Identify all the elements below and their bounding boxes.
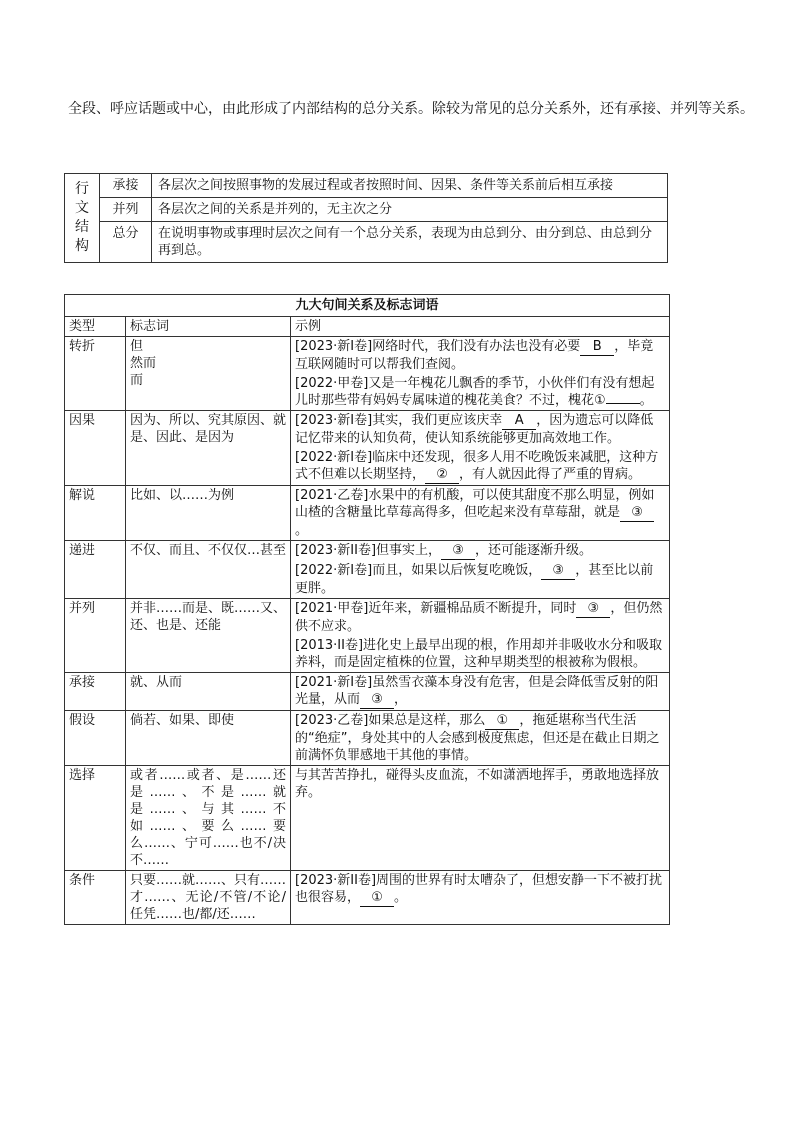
answer-blank: ①: [360, 889, 394, 907]
example-text: [2023·新Ⅰ卷]网络时代，我们没有办法也没有必要: [295, 339, 581, 354]
example-sentence: [295, 872, 665, 907]
example-text: ，因为遗忘可以降低记忆带来的认知负荷，使认知系统能够更加高效地工作。: [295, 413, 654, 446]
structure-label: 总分: [100, 222, 152, 263]
example-text: ，: [394, 692, 408, 707]
relation-examples: [291, 871, 670, 925]
marker-line: 或者……或者、是……还是……、不是……就是……、与其……不如……、要么……要么……、宁可……也不/决不……: [130, 768, 286, 868]
structure-table: [64, 173, 668, 263]
example-text: [2021·乙卷]水果中的有机酸，可以使其甜度不那么明显，例如山楂的含糖量比草莓高得多，但吃起来没有草莓甜，就是: [295, 488, 655, 520]
relation-row: [65, 766, 670, 871]
header-type: 类型: [65, 317, 126, 337]
example-text: 。: [295, 523, 309, 538]
relation-markers: [126, 766, 291, 871]
example-text: [2022·新Ⅰ卷]临床中还发现，很多人用不吃晚饭来减肥，这种方式不但难以长期坚持，: [295, 450, 659, 482]
marker-line: 倘若、如果、即使: [130, 713, 235, 728]
relation-examples: [291, 337, 670, 411]
marker-line: 只要……就……、只有……才……、无论/不管/不论/任凭……也/都/还……: [130, 873, 287, 922]
relation-examples: [291, 411, 670, 486]
relation-type: 转折: [65, 337, 126, 411]
marker-line: 不仅、而且、不仅仅…甚至: [130, 543, 287, 558]
relation-markers: [126, 711, 291, 766]
structure-label: 承接: [100, 174, 152, 198]
answer-blank: ③: [620, 504, 654, 522]
example-text: [2021·新Ⅰ卷]虽然雪衣藻本身没有危害，但是会降低雪反射的阳光量，从而: [295, 675, 659, 707]
example-sentence: [295, 542, 665, 560]
relation-table-title: 九大句间关系及标志词语: [65, 295, 670, 317]
answer-blank: B: [580, 338, 614, 356]
answer-blank: ①: [485, 712, 519, 730]
marker-line: 并非……而是、既……又、还、也是、还能: [130, 601, 287, 633]
relation-type: 并列: [65, 599, 126, 673]
marker-line: 然而: [130, 356, 157, 371]
relation-markers: [126, 411, 291, 486]
relation-markers: [126, 541, 291, 599]
structure-category-text: 行文结构: [75, 181, 89, 254]
relation-type: 假设: [65, 711, 126, 766]
relation-row: [65, 486, 670, 541]
example-text: ，甚至比以前更胖。: [295, 563, 654, 596]
relation-markers: [126, 673, 291, 711]
relation-examples: [291, 541, 670, 599]
marker-line: 比如、以……为例: [130, 488, 235, 503]
header-markers: 标志词: [126, 317, 291, 337]
relation-type: 条件: [65, 871, 126, 925]
answer-blank: ③: [541, 562, 575, 580]
relation-examples: [291, 599, 670, 673]
answer-blank: ③: [576, 600, 610, 618]
relation-table: [64, 294, 670, 925]
example-text: [2022·新Ⅰ卷]而且，如果以后恢复吃晚饭，: [295, 563, 542, 578]
relation-row: [65, 411, 670, 486]
header-examples: 示例: [291, 317, 670, 337]
relation-examples: [291, 711, 670, 766]
example-sentence: [295, 487, 665, 539]
example-text: [2021·甲卷]近年来，新疆棉品质不断提升，同时: [295, 601, 577, 616]
example-sentence: [295, 338, 665, 373]
example-sentence: [295, 375, 665, 409]
relation-row: [65, 673, 670, 711]
example-text: [2023·乙卷]如果总是这样，那么: [295, 713, 486, 728]
example-sentence: [295, 600, 665, 635]
example-sentence: [295, 449, 665, 484]
example-sentence: [295, 412, 665, 447]
structure-label: 并列: [100, 198, 152, 222]
example-text: [2023·新II卷]周围的世界有时太嘈杂了，但想安静一下不被打扰也很容易，: [295, 873, 663, 905]
marker-line: 就、从而: [130, 675, 183, 690]
structure-desc: 在说明事物或事理时层次之间有一个总分关系，表现为由总到分、由分到总、由总到分再到总。: [152, 222, 668, 263]
example-text: [2013·II卷]进化史上最早出现的根，作用却并非吸收水分和吸取养料，而是固定植株的位置，这种早期类型的根被称为假根。: [295, 638, 663, 670]
intro-paragraph: 全段、呼应话题或中心，由此形成了内部结构的总分关系。除较为常见的总分关系外，还有承接、并列等关系。: [68, 101, 754, 117]
relation-row: [65, 337, 670, 411]
answer-blank: ②: [425, 466, 459, 484]
relation-table-body: [65, 337, 670, 925]
example-text: ，有人就因此得了严重的胃病。: [459, 467, 642, 482]
relation-examples: [291, 673, 670, 711]
example-text: [2023·新II卷]但事实上，: [295, 543, 442, 558]
example-sentence: [295, 674, 665, 709]
structure-desc: 各层次之间的关系是并列的，无主次之分: [152, 198, 668, 222]
example-text: 。: [394, 890, 408, 905]
relation-type: 选择: [65, 766, 126, 871]
relation-row: [65, 711, 670, 766]
answer-blank: ③: [441, 542, 475, 560]
relation-examples: [291, 766, 670, 871]
relation-markers: [126, 486, 291, 541]
answer-blank: A: [502, 412, 536, 430]
marker-line: 因为、所以、究其原因、就是、因此、是因为: [130, 413, 287, 445]
relation-row: [65, 599, 670, 673]
example-text: ，拖延堪称当代生活的“绝症”，身处其中的人会感到极度焦虑，但还是在截止日期之前满怀负罪感地干其他的事情。: [295, 713, 660, 763]
example-text: 与其苦苦挣扎，碰得头皮血流，不如潇洒地挥手，勇敢地选择放弃。: [295, 768, 660, 800]
relation-type: 承接: [65, 673, 126, 711]
marker-line: 而: [130, 373, 144, 388]
marker-line: 但: [130, 339, 144, 354]
example-sentence: [295, 562, 665, 597]
example-text: 。: [639, 393, 653, 408]
example-sentence: [295, 712, 665, 764]
relation-examples: [291, 486, 670, 541]
structure-desc: 各层次之间按照事物的发展过程或者按照时间、因果、条件等关系前后相互承接: [152, 174, 668, 198]
example-text: ，还可能逐渐升级。: [475, 543, 593, 558]
answer-blank: ③: [360, 691, 394, 709]
relation-markers: [126, 599, 291, 673]
answer-blank: [606, 403, 640, 404]
example-text: [2022·甲卷]又是一年槐花儿飘香的季节，小伙伴们有没有想起儿时那些带有妈妈专属味道的槐花美食？不过，槐花①: [295, 376, 655, 408]
relation-row: [65, 871, 670, 925]
relation-markers: [126, 337, 291, 411]
structure-category: [65, 174, 100, 263]
example-text: [2023·新Ⅰ卷]其实，我们更应该庆幸: [295, 413, 503, 428]
relation-row: [65, 541, 670, 599]
relation-type: 因果: [65, 411, 126, 486]
relation-markers: [126, 871, 291, 925]
example-sentence: [295, 767, 665, 801]
relation-type: 解说: [65, 486, 126, 541]
example-text: ，但仍然供不应求。: [295, 601, 663, 634]
relation-type: 递进: [65, 541, 126, 599]
example-sentence: [295, 637, 665, 671]
example-text: ，毕竟互联网随时可以帮我们查阅。: [295, 339, 654, 372]
